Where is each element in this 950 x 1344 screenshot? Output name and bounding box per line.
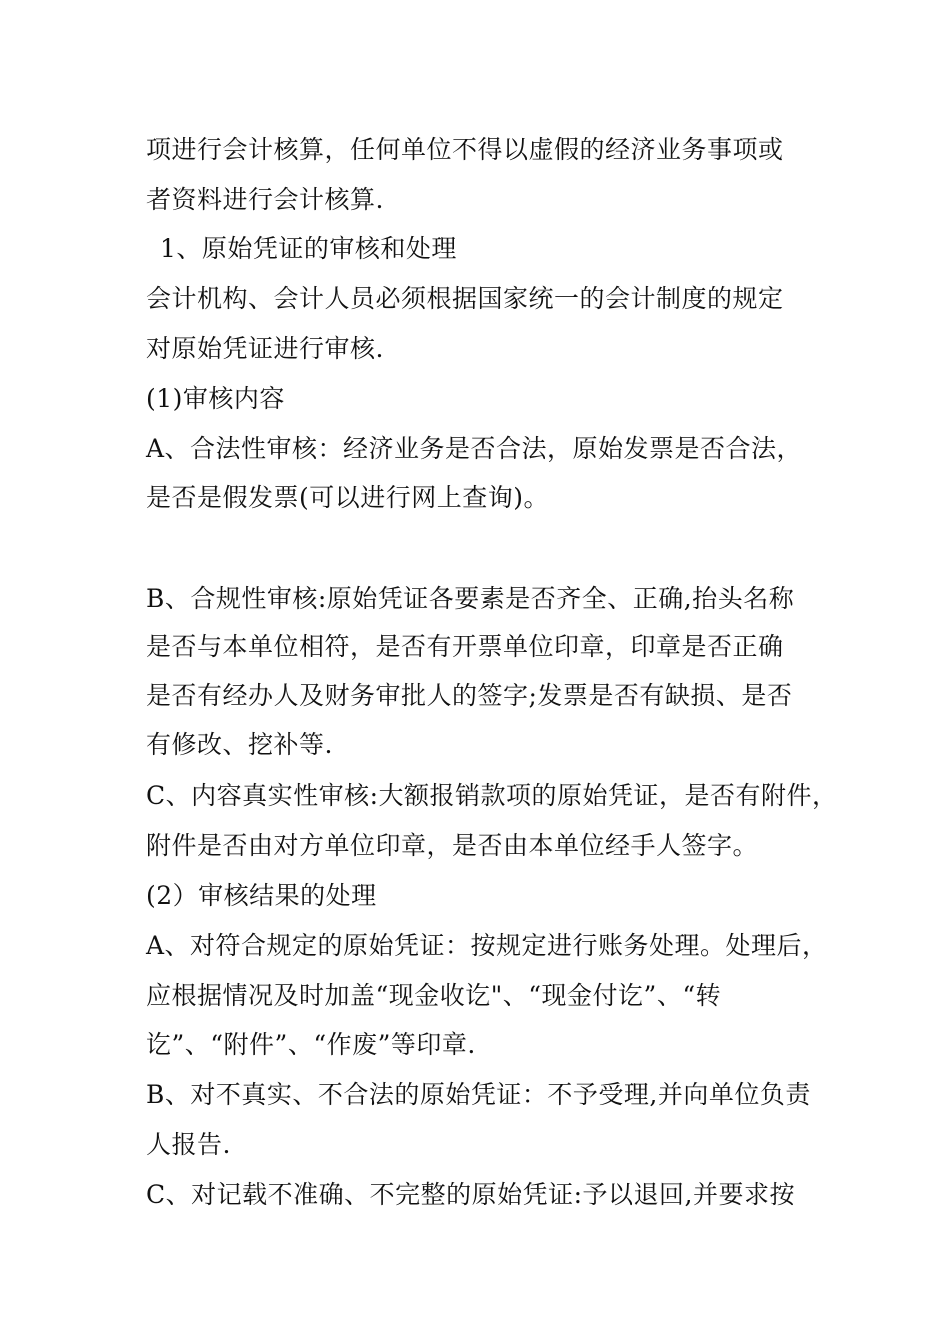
body-text-line: C、对记载不准确、不完整的原始凭证:予以退回,并要求按 xyxy=(146,1180,796,1209)
subsection-heading: (2）审核结果的处理 xyxy=(146,881,377,910)
body-text-line: B、合规性审核:原始凭证各要素是否齐全、正确,抬头名称 xyxy=(146,584,795,613)
body-text-line: 者资料进行会计核算. xyxy=(146,185,384,214)
body-text-line: 人报告. xyxy=(146,1130,231,1159)
body-text-line: 是否与本单位相符，是否有开票单位印章，印章是否正确 xyxy=(146,632,784,661)
body-text-line: 有修改、挖补等. xyxy=(146,730,333,759)
body-text-line: 项进行会计核算，任何单位不得以虚假的经济业务事项或 xyxy=(146,135,784,164)
body-text-line: 是否是假发票(可以进行网上查询)。 xyxy=(146,483,550,512)
body-text-line: 讫”、“附件”、“作废”等印章. xyxy=(146,1030,476,1059)
body-text-line: C、内容真实性审核:大额报销款项的原始凭证，是否有附件， xyxy=(146,781,838,810)
body-text-line: 会计机构、会计人员必须根据国家统一的会计制度的规定 xyxy=(146,284,784,313)
body-text-line: 附件是否由对方单位印章，是否由本单位经手人签字。 xyxy=(146,831,759,860)
body-text-line: B、对不真实、不合法的原始凭证：不予受理,并向单位负责 xyxy=(146,1080,811,1109)
body-text-line: A、合法性审核：经济业务是否合法，原始发票是否合法， xyxy=(146,434,803,463)
body-text-line: 是否有经办人及财务审批人的签字;发票是否有缺损、是否 xyxy=(146,681,793,710)
subsection-heading: (1)审核内容 xyxy=(146,384,285,413)
body-text-line: A、对符合规定的原始凭证：按规定进行账务处理。处理后， xyxy=(146,931,828,960)
body-text-line: 应根据情况及时加盖“现金收讫"、“现金付讫”、“转 xyxy=(146,981,722,1010)
body-text-line: 对原始凭证进行审核. xyxy=(146,334,384,363)
section-heading: 1、原始凭证的审核和处理 xyxy=(160,234,457,263)
